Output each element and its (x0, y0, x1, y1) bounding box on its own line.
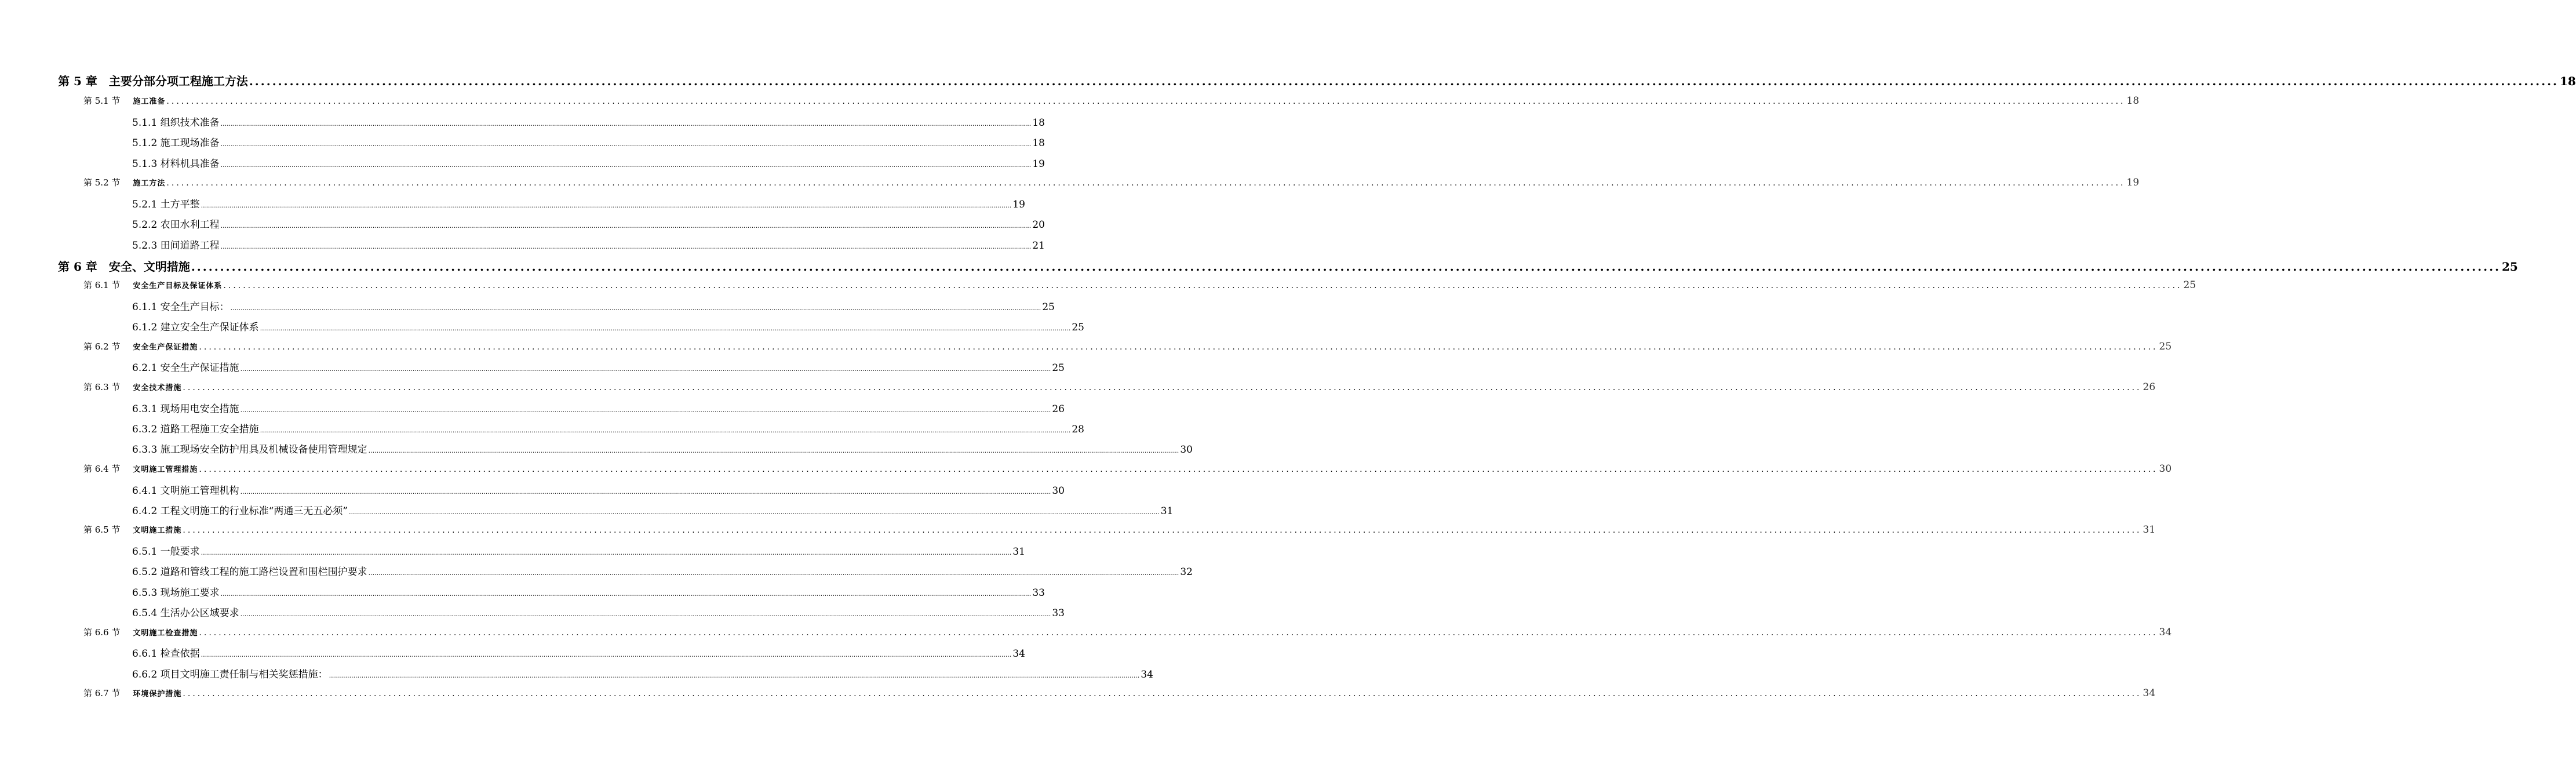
page-number: 18 (2126, 95, 2140, 107)
toc-entry-title: 6.3.2 道路工程施工安全措施 (132, 424, 259, 435)
page-number: 25 (2502, 260, 2518, 274)
page-number: 28 (1072, 424, 1084, 435)
page-number: 19 (1032, 158, 1045, 170)
dot-leader: ................................................................................................................................................................................................................................................................................................................................................................................................................ (201, 202, 1012, 209)
toc-entry-title: 6.3.3 施工现场安全防护用具及机械设备使用管理规定 (132, 444, 367, 456)
toc-entry-chapter[interactable] (58, 72, 2576, 89)
section-number: 第 5.2 节 (83, 177, 121, 188)
page-number: 25 (2159, 341, 2172, 352)
page-number: 31 (1012, 546, 1025, 558)
toc-entry-title: 6.5.3 现场施工要求 (132, 587, 220, 599)
page-number: 31 (2143, 524, 2156, 536)
toc-entry-sub[interactable] (132, 216, 1045, 231)
toc-entry-title: 5.2.2 农田水利工程 (132, 219, 220, 231)
toc-entry-sub[interactable] (132, 401, 1065, 415)
toc-entry-sub[interactable] (132, 114, 1045, 129)
toc-entry-sub[interactable] (132, 359, 1065, 374)
page-number: 26 (1052, 403, 1065, 415)
toc-entry-section[interactable] (83, 94, 2140, 107)
toc-entry-title: 6.4.1 文明施工管理机构 (132, 485, 239, 497)
toc-entry-title: 6.5.1 一般要求 (132, 546, 200, 558)
toc-entry-title: 5.2.3 田间道路工程 (132, 240, 220, 252)
toc-entry-title (83, 381, 181, 393)
section-label: 文明施工管理措施 (133, 465, 198, 474)
page-number: 34 (1141, 669, 1153, 680)
dot-leader: ................................................................................................................................................................................................................................................................................................................................................................................................................ (220, 222, 1032, 230)
dot-leader: ................................................................................................................................................................................................................................................................................................................................................................................................................ (230, 304, 1041, 312)
toc-entry-section[interactable] (83, 626, 2172, 638)
toc-entry-title: 6.5.2 道路和管线工程的施工路栏设置和围栏围护要求 (132, 566, 367, 578)
dot-leader: ................................................................................................................................................................................................................................................................................................................................................................................................................ (240, 610, 1051, 618)
section-label: 安全生产保证措施 (133, 343, 198, 352)
section-label: 安全生产目标及保证体系 (133, 282, 223, 290)
page-number: 19 (1012, 199, 1025, 210)
section-label: 文明施工检查措施 (133, 629, 198, 638)
toc-entry-title: 5.1.1 组织技术准备 (132, 117, 220, 129)
section-number: 第 6.1 节 (83, 280, 121, 290)
page-number: 32 (1180, 566, 1193, 578)
dot-leader: ................................................................................................................................................................................................................................................................................................................................................................................................................ (199, 343, 2158, 352)
toc-entry-title: 5.1.2 施工现场准备 (132, 137, 220, 149)
page-number: 31 (1160, 505, 1174, 517)
dot-leader: ................................................................................................................................................................................................................................................................................................................................................................................................................ (349, 508, 1160, 516)
section-number: 第 6.2 节 (83, 341, 121, 352)
page-number: 26 (2143, 381, 2156, 393)
toc-entry-section[interactable] (83, 463, 2172, 475)
section-number: 第 6.4 节 (83, 464, 121, 474)
page-number: 25 (2183, 279, 2196, 291)
toc-entry-title: 6.6.1 检查依据 (132, 648, 200, 660)
toc-entry-sub[interactable] (132, 605, 1065, 619)
dot-leader: ................................................................................................................................................................................................................................................................................................................................................................................................................ (220, 140, 1032, 148)
toc-entry-sub[interactable] (132, 134, 1045, 149)
toc-entry-title (83, 626, 198, 638)
dot-leader: ................................................................................................................................................................................................................................................................................................................................................................................................................ (260, 325, 1071, 332)
toc-entry-title: 5.1.3 材料机具准备 (132, 158, 220, 170)
toc-entry-sub[interactable] (132, 666, 1153, 680)
toc-entry-title: 5.2.1 土方平整 (132, 199, 200, 210)
section-number: 第 6.5 节 (83, 525, 121, 535)
page-number: 30 (1052, 485, 1065, 497)
section-label: 安全技术措施 (133, 384, 182, 392)
toc-entry-title (83, 687, 181, 699)
toc-entry-title (83, 463, 198, 475)
toc-entry-section[interactable] (83, 523, 2156, 536)
toc-entry-sub[interactable] (132, 563, 1193, 578)
toc-entry-title: 6.3.1 现场用电安全措施 (132, 403, 239, 415)
page-number: 25 (1072, 322, 1084, 333)
section-number: 第 6.7 节 (83, 688, 121, 698)
toc-entry-sub[interactable] (132, 482, 1065, 497)
toc-entry-title: 6.4.2 工程文明施工的行业标准“两通三无五必须” (132, 505, 348, 517)
section-label: 环境保护措施 (133, 690, 182, 698)
page-number: 21 (1032, 240, 1045, 252)
dot-leader: ................................................................................................................................................................................................................................................................................................................................................................................................................ (183, 689, 2142, 698)
toc-entry-section[interactable] (83, 176, 2140, 188)
dot-leader: ................................................................................................................................................................................................................................................................................................................................................................................................................ (249, 74, 2559, 88)
dot-leader: ................................................................................................................................................................................................................................................................................................................................................................................................................ (183, 383, 2142, 392)
dot-leader: ................................................................................................................................................................................................................................................................................................................................................................................................................ (166, 97, 2126, 106)
dot-leader: ................................................................................................................................................................................................................................................................................................................................................................................................................ (220, 590, 1032, 598)
toc-entry-title: 6.6.2 项目文明施工责任制与相关奖惩措施： (132, 669, 328, 680)
dot-leader: ................................................................................................................................................................................................................................................................................................................................................................................................................ (220, 161, 1032, 169)
page-number: 18 (2560, 74, 2576, 88)
toc-entry-section[interactable] (83, 381, 2156, 393)
toc-entry-title (83, 94, 165, 107)
page-number: 34 (2159, 627, 2172, 638)
dot-leader: ................................................................................................................................................................................................................................................................................................................................................................................................................ (220, 243, 1032, 250)
dot-leader: ................................................................................................................................................................................................................................................................................................................................................................................................................ (199, 628, 2158, 638)
section-number: 第 5.1 节 (83, 96, 121, 106)
toc-entry-title: 第 5 章 主要分部分项工程施工方法 (58, 74, 248, 88)
dot-leader: ................................................................................................................................................................................................................................................................................................................................................................................................................ (199, 465, 2158, 474)
dot-leader: ................................................................................................................................................................................................................................................................................................................................................................................................................ (191, 260, 2501, 274)
dot-leader: ................................................................................................................................................................................................................................................................................................................................................................................................................ (201, 651, 1012, 658)
toc-entry-sub[interactable] (132, 503, 1174, 517)
toc-entry-title (83, 523, 181, 536)
dot-leader: ................................................................................................................................................................................................................................................................................................................................................................................................................ (166, 179, 2126, 188)
page-number: 30 (1180, 444, 1193, 456)
dot-leader: ................................................................................................................................................................................................................................................................................................................................................................................................................ (183, 526, 2142, 535)
dot-leader: ................................................................................................................................................................................................................................................................................................................................................................................................................ (368, 569, 1179, 577)
toc-entry-sub[interactable] (132, 441, 1193, 456)
dot-leader: ................................................................................................................................................................................................................................................................................................................................................................................................................ (260, 427, 1071, 434)
toc-entry-sub[interactable] (132, 155, 1045, 170)
section-number: 第 6.3 节 (83, 382, 121, 392)
toc-entry-title: 6.5.4 生活办公区域要求 (132, 607, 239, 619)
dot-leader: ................................................................................................................................................................................................................................................................................................................................................................................................................ (240, 406, 1051, 414)
page-number: 25 (1052, 362, 1065, 374)
toc-entry-sub[interactable] (132, 543, 1025, 558)
page-number: 33 (1052, 607, 1065, 619)
toc-entry-sub[interactable] (132, 319, 1084, 333)
page-number: 25 (1042, 301, 1055, 313)
toc-entry-title: 第 6 章 安全、文明措施 (58, 260, 190, 274)
section-label: 文明施工措施 (133, 526, 182, 535)
toc-entry-section[interactable] (83, 687, 2156, 699)
page-number: 19 (2126, 177, 2140, 188)
page-number: 20 (1032, 219, 1045, 231)
toc-entry-section[interactable] (83, 279, 2196, 291)
toc-entry-sub[interactable] (132, 196, 1025, 210)
toc-entry-title (83, 340, 198, 352)
dot-leader: ................................................................................................................................................................................................................................................................................................................................................................................................................ (223, 281, 2183, 290)
toc-entry-title: 6.1.1 安全生产目标： (132, 301, 229, 313)
toc-entry-sub[interactable] (132, 584, 1045, 599)
dot-leader: ................................................................................................................................................................................................................................................................................................................................................................................................................ (368, 447, 1179, 454)
page-number: 34 (1012, 648, 1025, 660)
toc-entry-sub[interactable] (132, 645, 1025, 660)
section-label: 施工方法 (133, 179, 166, 188)
dot-leader: ................................................................................................................................................................................................................................................................................................................................................................................................................ (201, 549, 1012, 556)
toc-entry-title: 6.1.2 建立安全生产保证体系 (132, 322, 259, 333)
page-number: 18 (1032, 117, 1045, 129)
page-number: 30 (2159, 463, 2172, 475)
dot-leader: ................................................................................................................................................................................................................................................................................................................................................................................................................ (220, 120, 1032, 128)
dot-leader: ................................................................................................................................................................................................................................................................................................................................................................................................................ (240, 365, 1051, 373)
page-number: 18 (1032, 137, 1045, 149)
toc-entry-title (83, 176, 165, 188)
section-number: 第 6.6 节 (83, 627, 121, 638)
toc-entry-section[interactable] (83, 340, 2172, 352)
dot-leader: ................................................................................................................................................................................................................................................................................................................................................................................................................ (329, 672, 1140, 679)
toc-entry-sub[interactable] (132, 237, 1045, 252)
section-label: 施工准备 (133, 97, 166, 106)
toc-entry-title: 6.2.1 安全生产保证措施 (132, 362, 239, 374)
toc-entry-chapter[interactable] (58, 257, 2518, 274)
page-number: 34 (2143, 687, 2156, 699)
toc-entry-sub[interactable] (132, 299, 1055, 313)
toc-entry-sub[interactable] (132, 421, 1084, 435)
page-number: 33 (1032, 587, 1045, 599)
toc-entry-title (83, 279, 222, 291)
dot-leader: ................................................................................................................................................................................................................................................................................................................................................................................................................ (240, 488, 1051, 496)
